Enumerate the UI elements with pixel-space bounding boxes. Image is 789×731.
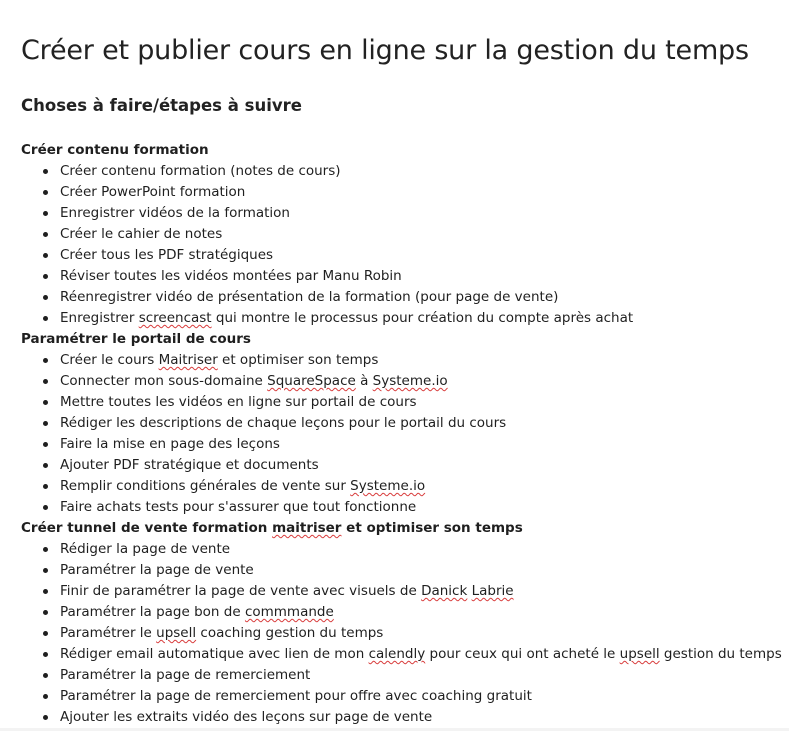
spellcheck-flag: Maitriser [158, 352, 218, 368]
section-items-portal [21, 350, 789, 518]
bullet-icon [43, 211, 48, 216]
list-item[interactable]: Enregistrer vidéos de la formation [21, 203, 789, 224]
section-heading-portal[interactable]: Paramétrer le portail de cours [21, 331, 251, 347]
list-item[interactable]: Créer le cours Maitriser et optimiser son temps [21, 350, 789, 371]
bullet-icon [43, 295, 48, 300]
list-item[interactable]: Rédiger les descriptions de chaque leçons pour le portail du cours [21, 413, 789, 434]
list-item[interactable]: Créer contenu formation (notes de cours) [21, 161, 789, 182]
bullet-icon [43, 400, 48, 405]
bullet-icon [43, 484, 48, 489]
list-item[interactable]: Réenregistrer vidéo de présentation de la formation (pour page de vente) [21, 287, 789, 308]
list-item[interactable]: Ajouter les extraits vidéo des leçons sur page de vente [21, 707, 789, 728]
bullet-icon [43, 568, 48, 573]
list-item[interactable]: Paramétrer la page de remerciement pour offre avec coaching gratuit [21, 686, 789, 707]
list-item[interactable]: Finir de paramétrer la page de vente avec visuels de Danick Labrie [21, 581, 789, 602]
list-item[interactable]: Créer PowerPoint formation [21, 182, 789, 203]
spellcheck-flag: SquareSpace [267, 373, 356, 389]
bullet-icon [43, 358, 48, 363]
bullet-icon [43, 463, 48, 468]
bullet-icon [43, 547, 48, 552]
bullet-icon [43, 442, 48, 447]
spellcheck-flag: upsell [619, 646, 660, 662]
task-list [21, 140, 789, 728]
bullet-icon [43, 715, 48, 720]
bullet-icon [43, 316, 48, 321]
bullet-icon [43, 379, 48, 384]
page-subtitle: Choses à faire/étapes à suivre [21, 96, 302, 115]
list-item[interactable]: Faire la mise en page des leçons [21, 434, 789, 455]
spellcheck-flag: screencast [138, 310, 212, 326]
spellcheck-flag: upsell [156, 625, 197, 641]
bullet-icon [43, 631, 48, 636]
spellcheck-flag: Labrie [471, 583, 514, 599]
spellcheck-flag: Systeme.io [350, 478, 426, 494]
list-item[interactable]: Connecter mon sous-domaine SquareSpace à Systeme.io [21, 371, 789, 392]
list-item[interactable]: Réviser toutes les vidéos montées par Manu Robin [21, 266, 789, 287]
bullet-icon [43, 169, 48, 174]
spellcheck-flag: calendly [368, 646, 426, 662]
bullet-icon [43, 694, 48, 699]
list-item[interactable]: Paramétrer la page de vente [21, 560, 789, 581]
bullet-icon [43, 232, 48, 237]
list-item[interactable]: Mettre toutes les vidéos en ligne sur portail de cours [21, 392, 789, 413]
bullet-icon [43, 505, 48, 510]
bullet-icon [43, 589, 48, 594]
page-title: Créer et publier cours en ligne sur la gestion du temps [21, 35, 749, 66]
list-item[interactable]: Créer le cahier de notes [21, 224, 789, 245]
list-item[interactable]: Paramétrer la page bon de commmande [21, 602, 789, 623]
list-item[interactable]: Ajouter PDF stratégique et documents [21, 455, 789, 476]
bullet-icon [43, 253, 48, 258]
spellcheck-flag: maitriser [272, 520, 342, 536]
list-item[interactable]: Remplir conditions générales de vente sur Systeme.io [21, 476, 789, 497]
bullet-icon [43, 610, 48, 615]
bullet-icon [43, 652, 48, 657]
section-heading-create-content[interactable]: Créer contenu formation [21, 142, 209, 158]
list-item[interactable]: Paramétrer la page de remerciement [21, 665, 789, 686]
section-heading-sales-funnel[interactable]: Créer tunnel de vente formation maitriser et optimiser son temps [21, 520, 523, 536]
bullet-icon [43, 274, 48, 279]
list-item[interactable]: Rédiger email automatique avec lien de mon calendly pour ceux qui ont acheté le upsell gestion du temps [21, 644, 789, 665]
bullet-icon [43, 421, 48, 426]
section-items-create-content [21, 161, 789, 329]
list-item[interactable]: Paramétrer le upsell coaching gestion du temps [21, 623, 789, 644]
bullet-icon [43, 673, 48, 678]
spellcheck-flag: commmande [244, 604, 334, 620]
list-item[interactable]: Rédiger la page de vente [21, 539, 789, 560]
spellcheck-flag: Danick [421, 583, 468, 599]
list-item[interactable]: Faire achats tests pour s'assurer que tout fonctionne [21, 497, 789, 518]
spellcheck-flag: Systeme.io [372, 373, 448, 389]
bullet-icon [43, 190, 48, 195]
list-item[interactable]: Créer tous les PDF stratégiques [21, 245, 789, 266]
section-items-sales-funnel [21, 539, 789, 728]
list-item[interactable]: Enregistrer screencast qui montre le processus pour création du compte après achat [21, 308, 789, 329]
